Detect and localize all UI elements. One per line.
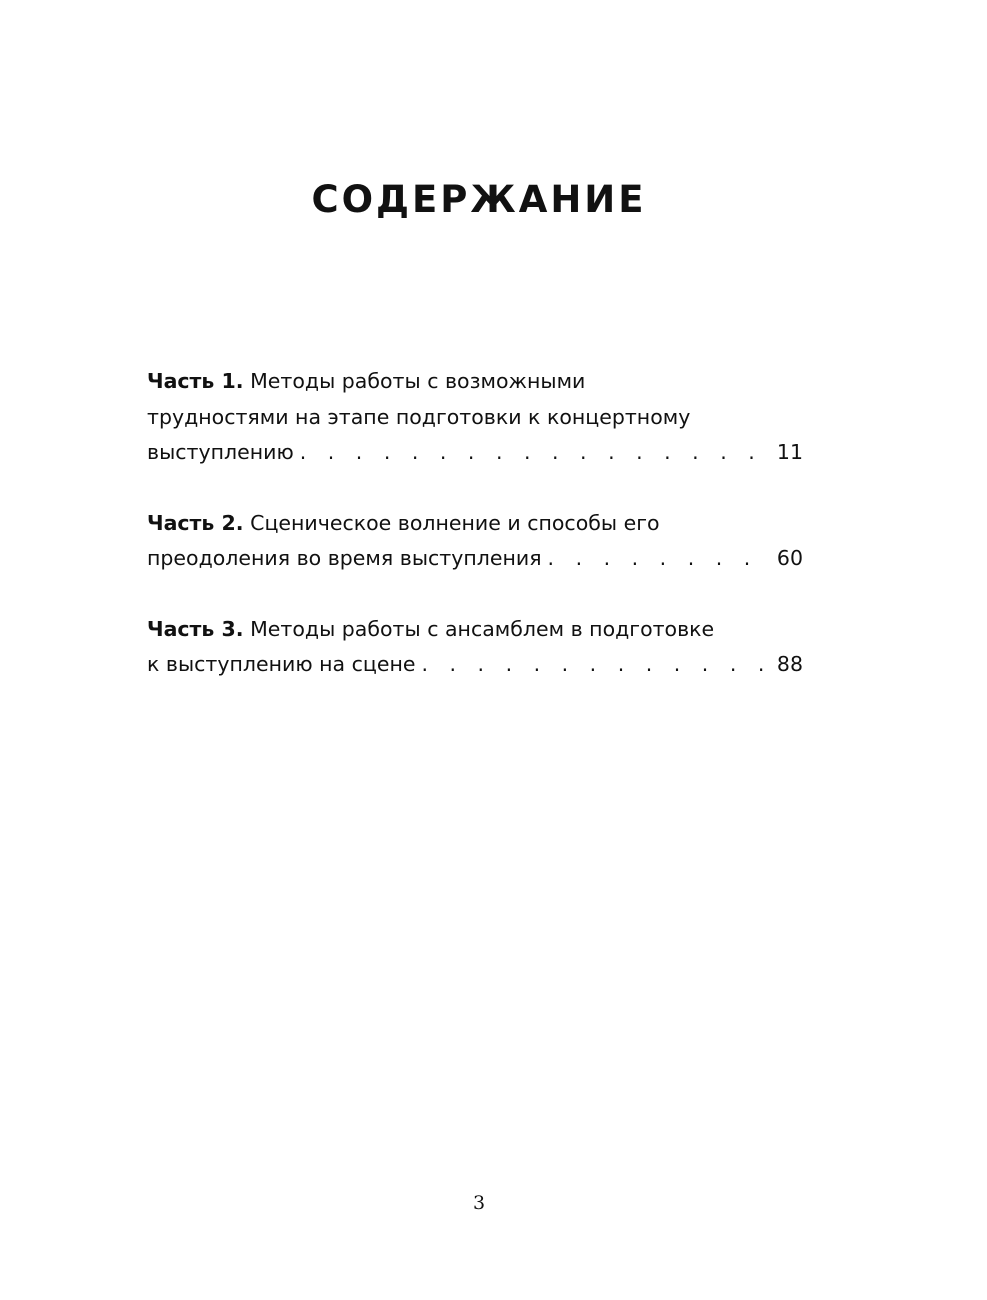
toc-entry-part-3[interactable] [147, 612, 803, 683]
toc-entry-title-text: преодоления во время выступления [147, 546, 542, 570]
toc-entry-title-text: к выступлению на сцене [147, 652, 416, 676]
dot-leader [548, 541, 773, 577]
table-of-contents [147, 364, 803, 718]
page-number: 11 [776, 440, 803, 464]
toc-entry-last-line [147, 647, 803, 683]
dot-leader [421, 647, 772, 683]
toc-entry-title-text: Сценическое волнение и способы его [250, 510, 660, 535]
toc-entry-title-text: выступлению [147, 440, 294, 464]
toc-entry-part-1[interactable] [147, 364, 803, 471]
dot-leader [300, 435, 773, 471]
toc-entry-title-text: Методы работы с ансамблем в подготовке [250, 616, 715, 641]
toc-entry-last-line [147, 541, 803, 577]
toc-entry-heading-line [147, 506, 803, 542]
page-number: 60 [776, 546, 803, 570]
page-folio: 3 [472, 1192, 486, 1214]
part-label: Часть 1. [147, 369, 244, 393]
toc-entry-title-text: трудностями на этапе подготовки к концертному [147, 404, 691, 429]
part-label: Часть 3. [147, 616, 244, 641]
page-number: 88 [776, 652, 803, 676]
toc-entry-part-2[interactable] [147, 506, 803, 577]
toc-entry-heading-line [147, 364, 803, 400]
part-label: Часть 2. [147, 510, 244, 535]
toc-entry-heading-line [147, 612, 803, 648]
page-title: СОДЕРЖАНИЕ [311, 178, 647, 221]
toc-entry-title-text: Методы работы с возможными [250, 369, 586, 393]
toc-entry-last-line [147, 435, 803, 471]
